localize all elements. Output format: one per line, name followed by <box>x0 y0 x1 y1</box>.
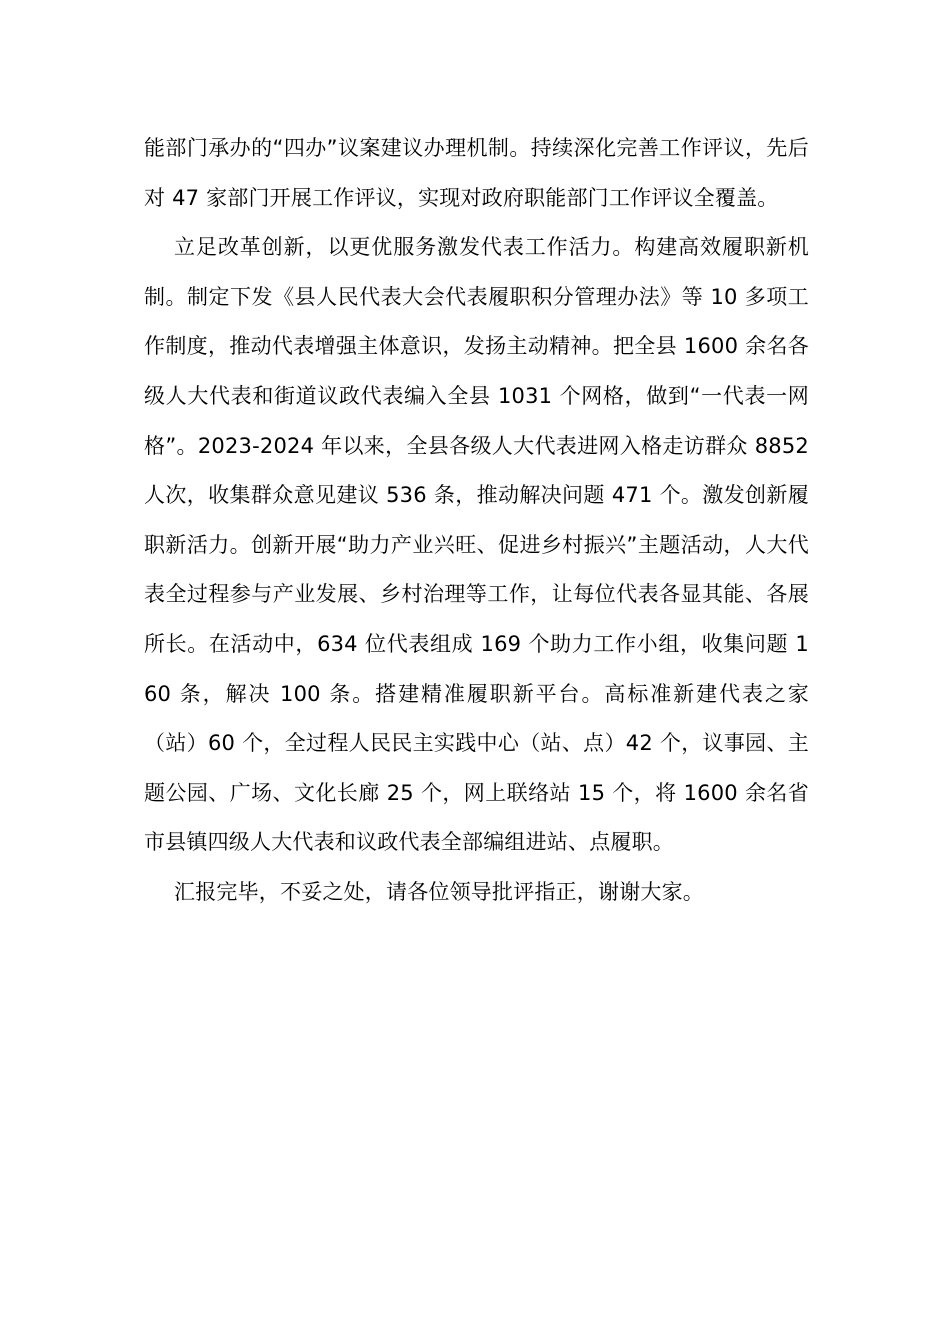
document-body <box>144 124 809 918</box>
paragraph-reform-innovation: 立足改革创新，以更优服务激发代表工作活力。构建高效履职新机制。制定下发《县人民代表大会代表履职积分管理办法》等 10 多项工作制度，推动代表增强主体意识，发扬主动精神。把全县 1600 余名各级人大代表和街道议政代表编入全县 1031 个网格，做到“一代表一网格”。2023-2024 年以来，全县各级人大代表进网入格走访群众 8852 人次，收集群众意见建议 536 条，推动解决问题 471 个。激发创新履职新活力。创新开展“助力产业兴旺、促进乡村振兴”主题活动，人大代表全过程参与产业发展、乡村治理等工作，让每位代表各显其能、各展所长。在活动中，634 位代表组成 169 个助力工作小组，收集问题 160 条，解决 100 条。搭建精准履职新平台。高标准新建代表之家（站）60 个，全过程人民民主实践中心（站、点）42 个，议事园、主题公园、广场、文化长廊 25 个，网上联络站 15 个，将 1600 余名省市县镇四级人大代表和议政代表全部编组进站、点履职。 <box>144 235 809 855</box>
paragraph-closing: 汇报完毕，不妥之处，请各位领导批评指正，谢谢大家。 <box>174 879 704 904</box>
paragraph-continuation: 能部门承办的“四办”议案建议办理机制。持续深化完善工作评议，先后对 47 家部门开展工作评议，实现对政府职能部门工作评议全覆盖。 <box>144 136 809 210</box>
